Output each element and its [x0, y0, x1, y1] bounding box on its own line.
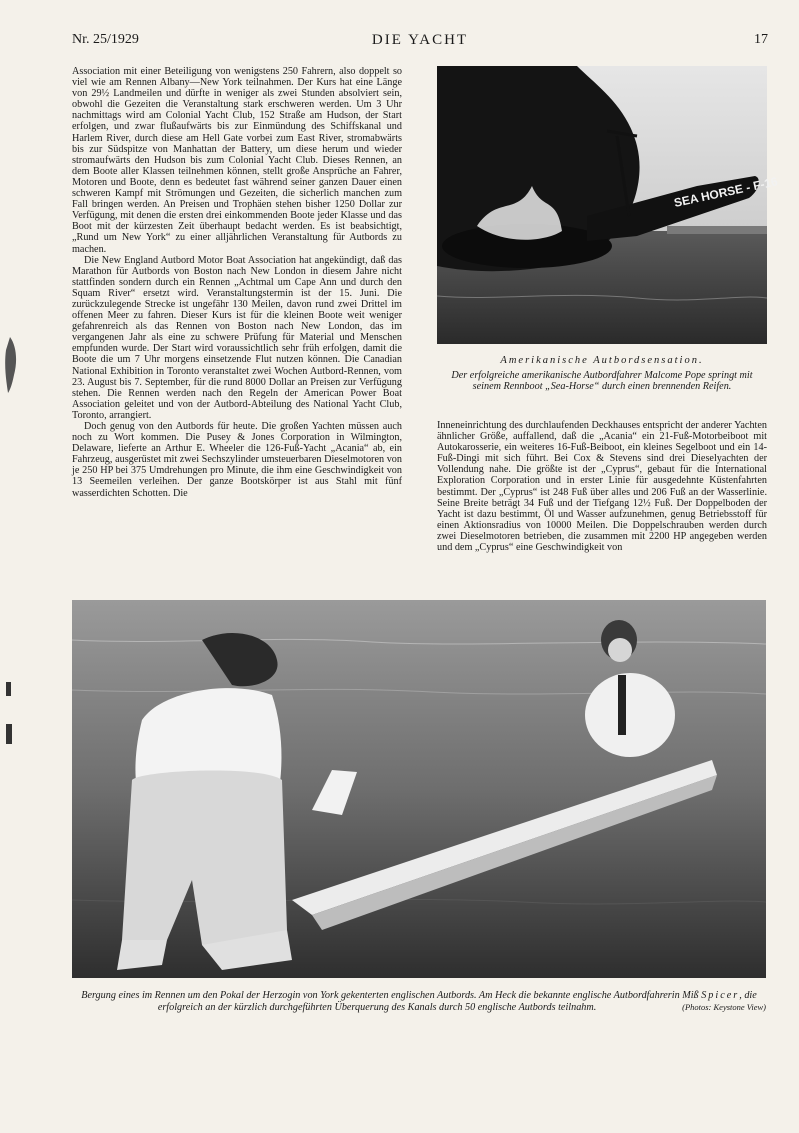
rescue-photo	[72, 600, 766, 978]
left-text-column	[72, 66, 402, 590]
photo-caption: Der erfolgreiche amerikanische Autbordfahrer Malcome Pope springt mit seinem Rennboot „Sea-Horse“ durch einen brennenden Reifen.	[451, 370, 753, 393]
rescue-illustration	[72, 600, 766, 978]
bottom-photo-caption	[72, 990, 766, 1013]
photo-credit: (Photos: Keystone View)	[682, 1001, 766, 1012]
sea-horse-illustration	[437, 66, 779, 344]
hull-lettering: SEA HORSE - F-16	[672, 174, 779, 210]
sea-horse-photo	[437, 66, 779, 344]
margin-mark-top	[2, 335, 22, 395]
magazine-title: DIE YACHT	[371, 32, 469, 48]
caption-text: Bergung eines im Rennen um den Pokal der Herzogin von York gekenterten englischen Autbords. Am Heck die bekannte englische Autbordfahrerin Miß	[81, 990, 699, 1001]
paragraph: Doch genug von den Autbords für heute. Die großen Yachten müssen auch noch zu Wort kommen. Die Pusey & Jones Corporation in Wilmington, Delaware, lieferte an Arthur E. Wheeler die 126-Fuß-Yacht „Acania“ ab, ein Fahrzeug, ausgerüstet mit zwei Sechszylinder umsteuerbaren Dieselmotoren von je 250 HP bei 375 Umdrehungen pro Minute, die ihm eine Geschwindigkeit von 13 Seemeilen verleihen. Der ganze Bootskörper ist aus Stahl mit fünf wasserdichten Schotten. Die	[72, 421, 402, 499]
caption-name: Spicer	[701, 990, 740, 1001]
issue-number: Nr. 25/1929	[72, 32, 139, 47]
margin-mark-bottom	[2, 680, 18, 750]
paragraph: Association mit einer Beteiligung von wenigstens 250 Fahrern, also doppelt so viel wie am Rennen Albany—New York teilnahmen. Der Kurs hat eine Länge von 29½ Landmeilen und dürfte in weniger als zwei Stunden absolviert sein, obwohl die Gezeiten die Veranstaltung stark erschweren werden. Um 3 Uhr nachmittags wird am Colonial Yacht Club, 152 Straße am Hudson, der Start erfolgen, und zwar flußaufwärts bis zur Einmündung des Schiffskanal und Harlem River, durch diese am Hell Gate vorbei zum East River, stromabwärts bis zur Südspitze von Manhattan der Battery, um diese herum und wieder stromaufwärts den Hudson bis zum Colonial Yacht Club. Dieses Rennen, an dem Boote aller Klassen teilnehmen können, stellt große Ansprüche an Fahrer, Motoren und Boote, denn es bedeutet fast während seiner ganzen Dauer einen schweren Kampf mit Strömungen und Gezeiten, die sicherlich manchen zum Fall bringen werden. An Preisen und Trophäen stehen bisher 1250 Dollar zur Verfügung, mit denen die ersten drei einkommenden Boote jeder Klasse und das Boot mit der kürzesten Zeit überhaupt bedacht werden. Es ist beabsichtigt, „Rund um New York“ zu einer alljährlichen Veranstaltung für Autbords zu machen.	[72, 66, 402, 255]
caption-text: , die erfolgreich an der kürzlich durchgeführten Überquerung des Kanals durch 50 englische Autbords teilnahm.	[157, 990, 757, 1013]
photo-caption-title: Amerikanische Autbordsensation.	[500, 355, 704, 366]
page-header	[72, 32, 768, 52]
right-text-column	[437, 420, 767, 592]
page-number: 17	[754, 32, 768, 47]
paragraph: Inneneinrichtung des durchlaufenden Deckhauses entspricht der anderer Yachten ähnlicher Größe, auffallend, daß die „Acania“ ein 21-Fuß-Motorbeiboot mit Autokarosserie, ein weiteres 16-Fuß-Beiboot, ein kleines Segelboot und ein 14-Fuß-Dingi mit sich führt. Bei Cox & Stevens sind drei Dieselyachten der Vollendung nahe. Die größte ist der „Cyprus“, gebaut für die International Exploration Corporation und in erster Linie für ausgedehnte Küstenfahrten bestimmt. Der „Cyprus“ ist 248 Fuß über alles und 206 Fuß an der Wasserlinie. Seine Breite beträgt 34 Fuß und der Tiefgang 12½ Fuß. Der Doppelboden der Yacht ist dazu bestimmt, Öl und Wasser aufzunehmen, genug Betriebsstoff für einen Aktionsradius von 10000 Meilen. Die Doppelschrauben werden durch zwei Dieselmotoren betrieben, die zusammen mit 2200 HP angegeben werden und dem „Cyprus“ eine Geschwindigkeit von	[437, 420, 767, 554]
paragraph: Die New England Autbord Motor Boat Association hat angekündigt, daß das Marathon für Autbords von Boston nach New London in diesem Jahre nicht stattfinden sondern durch ein Rennen „Achtmal um Cape Ann und durch den Squam River“ ersetzt wird. Veranstaltungstermin ist der 15. Juni. Die zurückzulegende Strecke ist ungefähr 130 Meilen, davon rund zwei Drittel im offenen Meer zu fahren. Dieser Kurs ist für die kleinen Boote weit weniger gefahrenreich als das Rennen von Boston nach New London, das im vergangenen Jahr als eine zu schwere Prüfung für Material und Menschen empfunden wurde. Der Start wird voraussichtlich sehr früh erfolgen, damit die Boote die um 7 Uhr morgens einsetzende Flut nutzen können. Die Canadian National Exhibition in Toronto veranstaltet zwei Wochen Autbord-Rennen, vom 23. August bis 7. September, für die rund 8000 Dollar an Preisen zur Verfügung stehen. Die Rennen werden nach den Regeln der American Power Boat Association geleitet und von der Autbord-Abteilung des National Yacht Club, Toronto, arrangiert.	[72, 254, 402, 421]
